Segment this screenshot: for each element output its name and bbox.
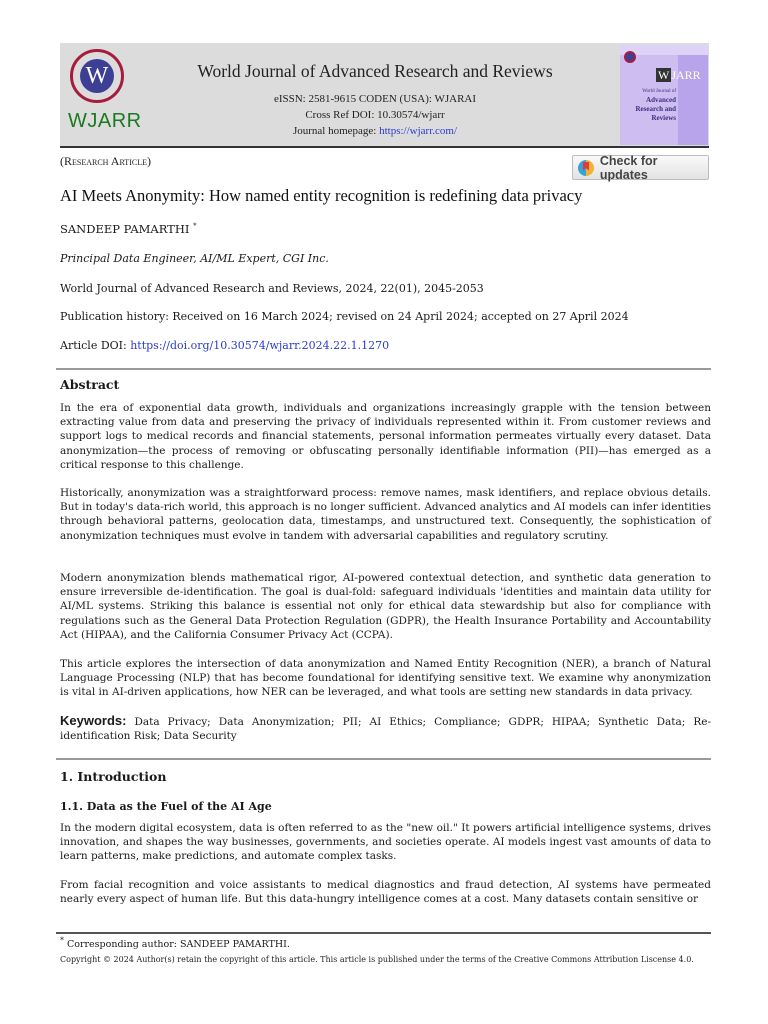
introduction-paragraph-1: In the modern digital ecosystem, data is often referred to as the "new oil." It powers artificial intelligence systems, drives innovation, and shapes the way businesses, governments, and societies operate. AI models ingest vast amounts of data to learn patterns, make predictions, and automate complex tasks.	[60, 822, 711, 863]
logo-text: WJARR	[68, 110, 142, 132]
homepage-link[interactable]: https://wjarr.com/	[379, 125, 458, 137]
introduction-subheading: 1.1. Data as the Fuel of the AI Age	[60, 800, 272, 813]
check-for-updates-button[interactable]	[572, 155, 709, 180]
introduction-paragraph-2: From facial recognition and voice assistants to medical diagnostics and fraud detection, AI systems have permeated nearly every aspect of human life. But this data-hungry intelligence comes at a cost. Many datasets contain sensitive or	[60, 879, 711, 906]
crossref-line: Cross Ref DOI: 10.30574/wjarr	[305, 109, 445, 121]
abstract-paragraph-1: In the era of exponential data growth, individuals and organizations increasingly grapple with the tension between extracting value from data and preserving the privacy of individuals represented within it. From customer reviews and support logs to medical records and financial statements, personal information permeates virtually every dataset. Data anonymization—the process of removing or obfuscating personally identifiable information (PII)—has emerged as a critical response to this challenge.	[60, 402, 711, 471]
corresponding-author-note	[60, 936, 290, 950]
cover-brand-rest: JARR	[671, 68, 701, 82]
publication-history: Publication history: Received on 16 March 2024; revised on 24 April 2024; accepted on 27 April 2024	[60, 310, 629, 323]
issn-line: eISSN: 2581-9615 CODEN (USA): WJARAI	[273, 93, 477, 105]
author-mark: *	[193, 222, 197, 231]
journal-meta	[180, 91, 570, 139]
abstract-paragraph-2: Historically, anonymization was a straightforward process: remove names, mask identifiers, and replace obvious details. But in today's data-rich world, this approach is no longer sufficient. Advanced analytics and AI models can infer identities through behavioral patterns, geolocation data, timestamps, and unstructured text. Consequently, the sophistication of anonymization techniques must evolve in tandem with adversarial capabilities and regulatory scrutiny.	[60, 487, 711, 542]
article-title: AI Meets Anonymity: How named entity recognition is redefining data privacy	[60, 186, 583, 205]
cover-line-2: Advanced	[646, 96, 676, 104]
logo-letter: W	[80, 59, 114, 93]
journal-title: World Journal of Advanced Research and Reviews	[197, 61, 553, 81]
check-for-updates-label: Check for updates	[599, 153, 658, 182]
divider	[56, 758, 711, 760]
doi-label: Article DOI:	[60, 339, 131, 352]
author-name: SANDEEP PAMARTHI	[60, 222, 190, 236]
keywords	[60, 714, 711, 743]
cover-line-3: Research and	[635, 105, 676, 113]
cover-line-4: Reviews	[651, 114, 676, 122]
journal-cover-image	[620, 45, 708, 145]
keywords-label: Keywords:	[60, 713, 127, 728]
doi-link[interactable]: https://doi.org/10.30574/wjarr.2024.22.1.1270	[130, 339, 390, 352]
author-line	[60, 222, 197, 236]
homepage-line	[180, 123, 570, 139]
article-type: (Research Article)	[60, 154, 151, 168]
divider	[56, 368, 711, 370]
journal-header	[60, 43, 709, 148]
keywords-list: Data Privacy; Data Anonymization; PII; AI Ethics; Compliance; GDPR; HIPAA; Synthetic Data; Re-identification Risk; Data Security	[60, 716, 711, 743]
footnote-text: Corresponding author: SANDEEP PAMARTHI.	[63, 939, 290, 951]
copyright-notice: Copyright © 2024 Author(s) retain the copyright of this article. This article is published under the terms of the Creative Commons Attribution Liscense 4.0.	[60, 955, 694, 964]
abstract-paragraph-4: This article explores the intersection of data anonymization and Named Entity Recognition (NER), a branch of Natural Language Processing (NLP) that has become foundational for identifying sensitive text. We examine why anonymization is vital in AI-driven applications, how NER can be leveraged, and what tools are setting new standards in data privacy.	[60, 658, 711, 699]
cover-title	[620, 87, 676, 123]
cover-brand-w: W	[658, 68, 670, 82]
abstract-heading: Abstract	[60, 377, 120, 392]
footnote-divider	[56, 932, 711, 934]
affiliation: Principal Data Engineer, AI/ML Expert, CGI Inc.	[60, 252, 329, 265]
footnote-mark: *	[60, 936, 64, 945]
wjarr-logo	[66, 46, 142, 144]
cover-emblem-icon	[624, 51, 636, 63]
journal-info	[180, 61, 570, 139]
article-doi	[60, 339, 389, 352]
cover-brand	[653, 67, 704, 83]
citation: World Journal of Advanced Research and Reviews, 2024, 22(01), 2045-2053	[60, 282, 484, 295]
crossmark-icon	[578, 160, 594, 176]
cover-line-1: World Journal of	[642, 89, 676, 94]
introduction-heading: 1. Introduction	[60, 769, 167, 784]
homepage-label: Journal homepage:	[292, 125, 380, 137]
abstract-paragraph-3: Modern anonymization blends mathematical rigor, AI-powered contextual detection, and synthetic data generation to ensure irreversible de-identification. The goal is dual-fold: safeguard individuals 'identities and maintain data utility for AI/ML systems. Striking this balance is essential not only for ethical data stewardship but also for compliance with regulations such as the General Data Protection Regulation (GDPR), the Health Insurance Portability and Accountability Act (HIPAA), and the California Consumer Privacy Act (CCPA).	[60, 572, 711, 641]
